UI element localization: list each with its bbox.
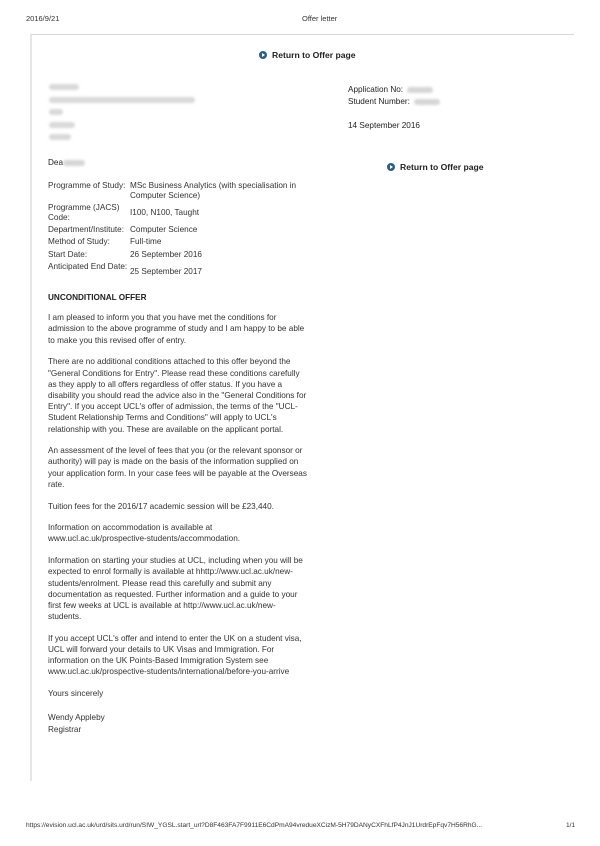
letter-paragraph: I am pleased to inform you that you have met the conditions for admission to the above programme of study and I am happy to be able to make you this revised offer of entry. bbox=[48, 313, 305, 345]
table-row bbox=[48, 237, 306, 249]
circle-arrow-right-icon bbox=[387, 163, 395, 171]
signer-name: Wendy Appleby bbox=[48, 713, 105, 723]
application-info bbox=[348, 84, 440, 108]
detail-key: Method of Study: bbox=[48, 237, 110, 247]
detail-key: Anticipated End Date: bbox=[48, 262, 128, 272]
letter-date: 14 September 2016 bbox=[348, 121, 420, 130]
detail-value: 25 September 2017 bbox=[130, 267, 202, 277]
detail-key: Programme of Study: bbox=[48, 181, 126, 190]
detail-key: Department/Institute: bbox=[48, 225, 124, 235]
application-number-row bbox=[348, 84, 440, 96]
print-title: Offer letter bbox=[302, 14, 338, 23]
detail-value: MSc Business Analytics (with specialisation in Computer Science) bbox=[130, 181, 297, 200]
redacted-student-number bbox=[414, 99, 440, 105]
table-row bbox=[48, 181, 306, 203]
table-row bbox=[48, 262, 306, 279]
signer-block bbox=[48, 712, 308, 734]
detail-value: I100, N100, Taught bbox=[130, 208, 200, 218]
return-link-label: Return to Offer page bbox=[400, 162, 484, 172]
detail-value: Computer Science bbox=[130, 225, 198, 235]
application-number-label: Application No: bbox=[348, 85, 404, 94]
letter-paragraph: There are no additional conditions attached to this offer beyond the "General Conditions for Entry". Please read these conditions carefully as they apply to all offers regardless of offer status. If you have a disability you should read the advice also in the "General Conditions for Entry". If you accept UCL's offer of admission, the terms of the "UCL-Student Relationship Terms and Conditions" will apply to UCL's relationship with you. These are available on the applicant portal. bbox=[48, 357, 307, 434]
detail-key: Programme (JACS) Code: bbox=[48, 203, 120, 222]
letter-paragraph: Information on accommodation is available at www.ucl.ac.uk/prospective-students/accommodation. bbox=[48, 523, 241, 544]
signer-title: Registrar bbox=[48, 724, 82, 734]
return-to-offer-link-top[interactable] bbox=[259, 50, 356, 60]
return-to-offer-link-right[interactable] bbox=[387, 162, 484, 172]
circle-arrow-right-icon bbox=[259, 51, 267, 59]
salutation-text: Dea bbox=[48, 158, 64, 167]
table-row bbox=[48, 203, 306, 225]
redacted-line bbox=[49, 122, 75, 128]
redacted-line bbox=[49, 84, 79, 90]
detail-key: Start Date: bbox=[48, 249, 88, 259]
table-row bbox=[48, 250, 306, 262]
programme-details-table bbox=[48, 181, 306, 279]
letter-paragraph: Tuition fees for the 2016/17 academic session will be £23,440. bbox=[48, 501, 274, 511]
redacted-application-number bbox=[407, 87, 433, 93]
closing: Yours sincerely bbox=[48, 689, 104, 699]
detail-value: Full-time bbox=[130, 237, 162, 247]
offer-heading: UNCONDITIONAL OFFER bbox=[48, 293, 147, 302]
recipient-address bbox=[49, 84, 195, 147]
redacted-name bbox=[63, 160, 85, 166]
table-row bbox=[48, 225, 306, 237]
student-number-row bbox=[348, 96, 440, 108]
redacted-line bbox=[49, 97, 195, 103]
print-footer-page: 1/1 bbox=[566, 822, 576, 829]
letter-paragraph: An assessment of the level of fees that you (or the relevant sponsor or authority) will pay is made on the basis of the information supplied on your application form. In your case fees will be payable at the Overseas rate. bbox=[48, 446, 307, 489]
letter-paragraph: If you accept UCL's offer and intend to enter the UK on a student visa, UCL will forward your details to UK Visas and Immigration. For information on the UK Points-Based Immigration System see www.ucl.ac.uk/prospective-students/international/before-you-arrive bbox=[48, 633, 302, 677]
redacted-line bbox=[49, 134, 71, 140]
print-date: 2016/9/21 bbox=[26, 14, 60, 23]
letter-body bbox=[48, 292, 308, 735]
salutation bbox=[48, 158, 85, 167]
print-footer-url: https://evision.ucl.ac.uk/urd/sits.urd/run/SIW_YGSL.start_url?D8F463FA7F9911E6CdPmA94vreduеXCizM-5H79DANyCXFhLfP4JnJ1UrdrEpFqv7H56RhG... bbox=[26, 822, 483, 829]
student-number-label: Student Number: bbox=[348, 97, 410, 106]
redacted-line bbox=[49, 109, 63, 115]
detail-value: 26 September 2016 bbox=[130, 249, 202, 259]
return-link-label: Return to Offer page bbox=[272, 50, 356, 60]
letter-paragraph: Information on starting your studies at UCL, including when you will be expected to enrol formally is available at hhttp://www.ucl.ac.uk/new-students/enrolment. Please read this carefully and submit any documentation as requested. Further information and a guide to your first few weeks at UCL is available at http://www.ucl.ac.uk/new-students. bbox=[48, 556, 303, 622]
